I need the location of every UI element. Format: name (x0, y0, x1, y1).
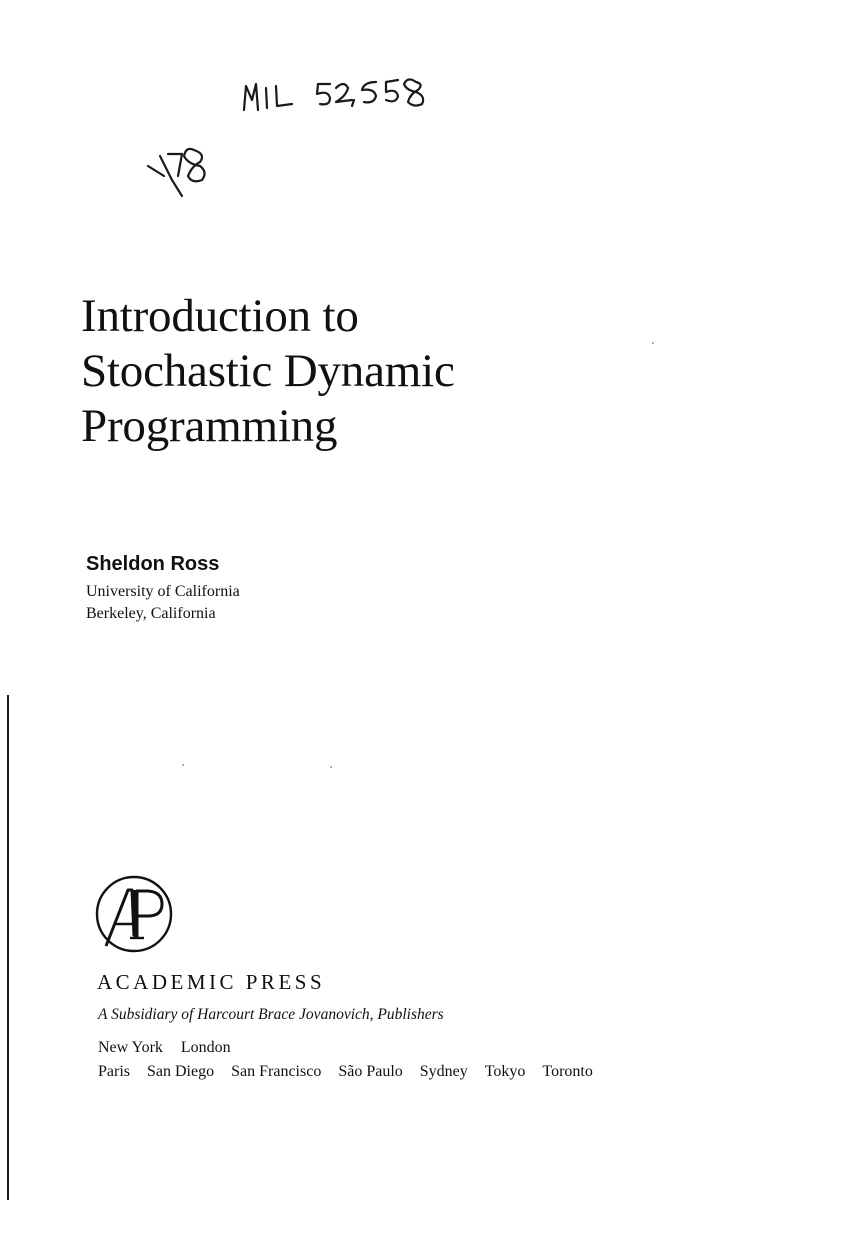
scan-speck (652, 342, 654, 344)
handwritten-mark (142, 136, 238, 202)
affiliation-line: Berkeley, California (86, 605, 216, 622)
scan-speck (330, 766, 332, 768)
scan-edge-line (7, 695, 9, 1200)
city: Tokyo (484, 1063, 526, 1080)
author-name: Sheldon Ross (86, 553, 220, 575)
city: San Francisco (231, 1063, 322, 1080)
city: Sydney (419, 1063, 468, 1080)
city: London (180, 1039, 231, 1056)
title-line: Introduction to (81, 290, 359, 342)
author-affiliation (86, 581, 240, 625)
city: Toronto (542, 1063, 593, 1080)
city: São Paulo (338, 1063, 403, 1080)
handwritten-call-number (236, 66, 456, 122)
city: San Diego (147, 1063, 215, 1080)
city: Paris (98, 1063, 130, 1080)
publisher-cities-row (98, 1061, 610, 1083)
affiliation-line: University of California (86, 583, 240, 600)
scan-speck (182, 764, 184, 766)
publisher-name: ACADEMIC PRESS (97, 970, 326, 994)
ap-logo-icon (94, 874, 174, 954)
publisher-cities-row (98, 1037, 249, 1059)
city: New York (98, 1039, 163, 1056)
book-title (81, 289, 455, 454)
title-line: Stochastic Dynamic (81, 345, 455, 397)
publisher-subsidiary: A Subsidiary of Harcourt Brace Jovanovich, Publishers (98, 1006, 444, 1023)
title-line: Programming (81, 400, 338, 452)
